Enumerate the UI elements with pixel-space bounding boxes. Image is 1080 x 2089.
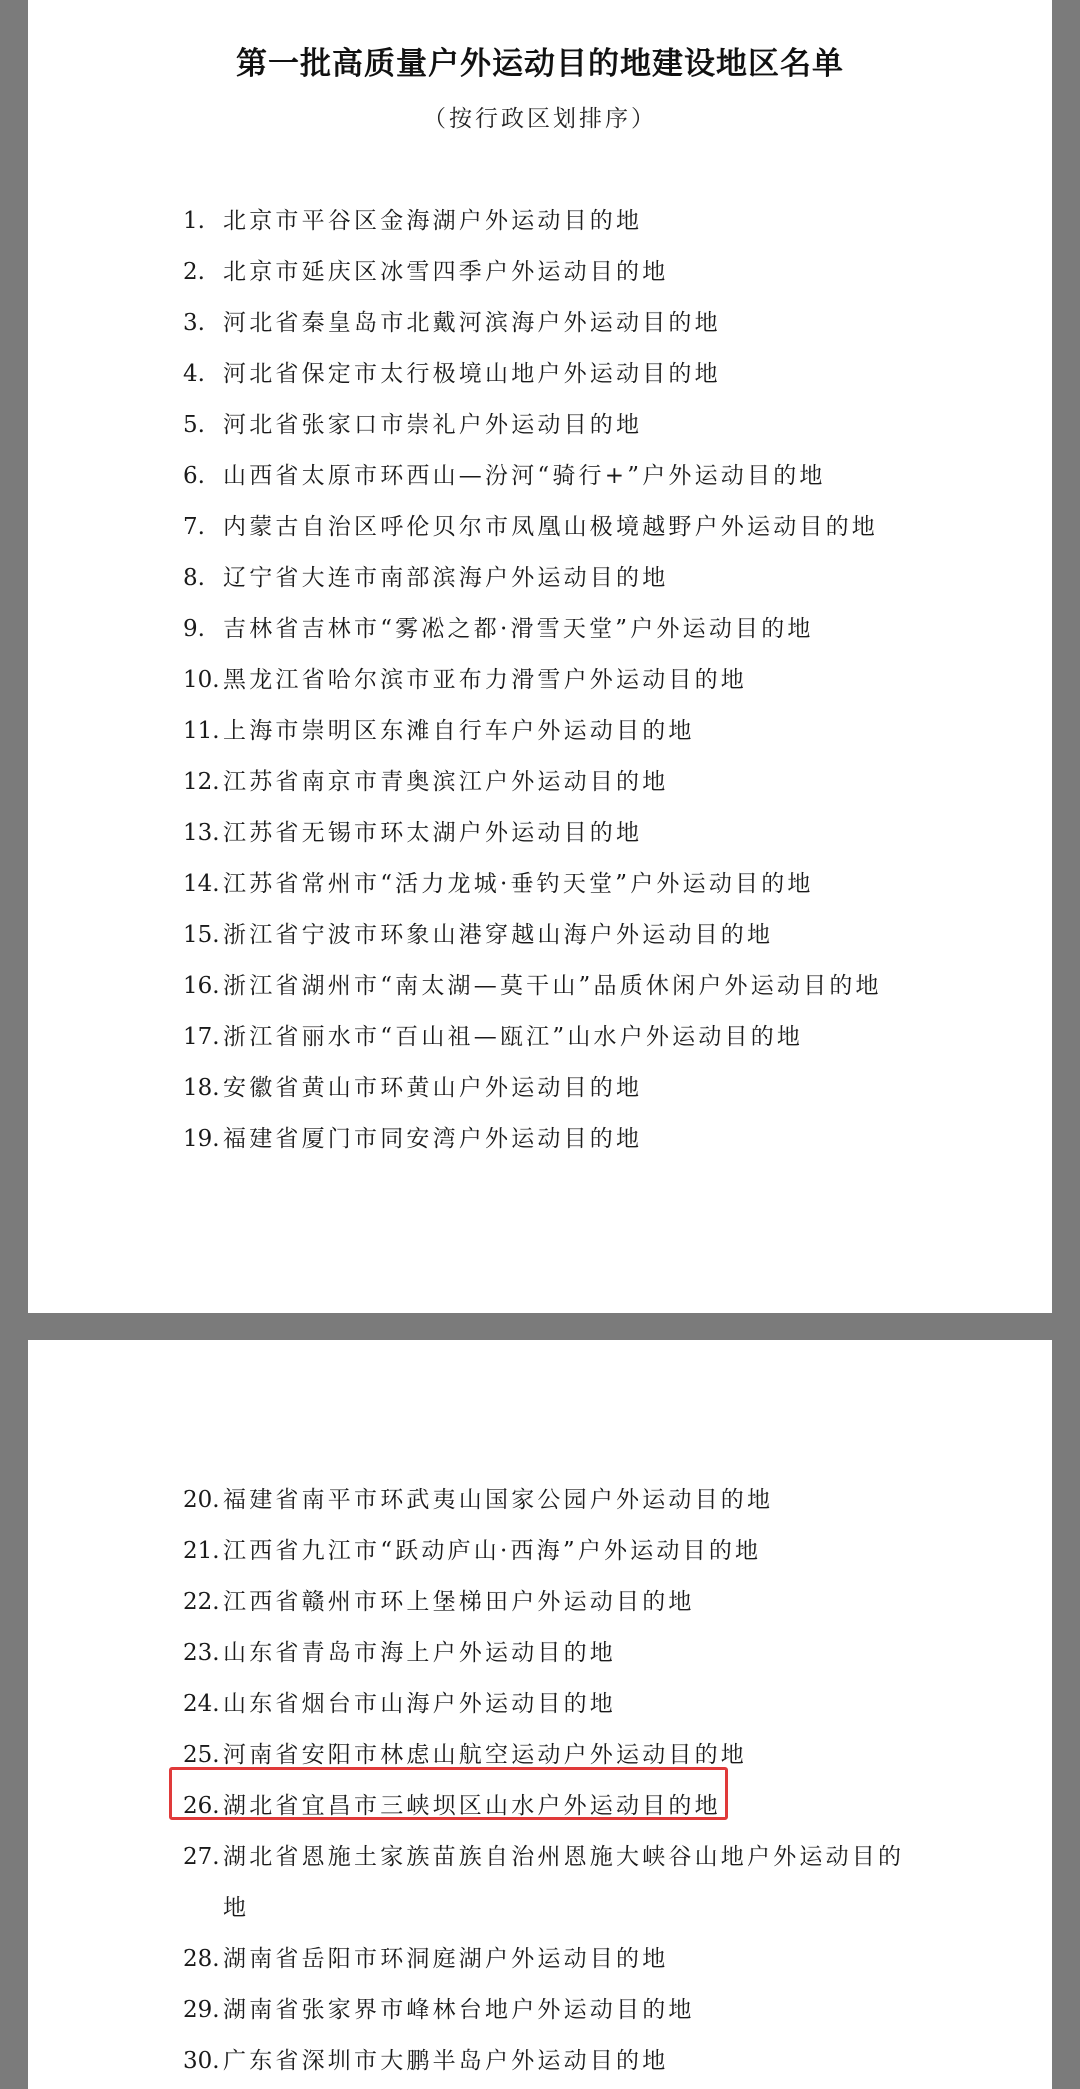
item-number: 28. <box>183 1946 220 1972</box>
item-text: 黑龙江省哈尔滨市亚布力滑雪户外运动目的地 <box>223 667 747 693</box>
item-number: 6. <box>183 463 205 489</box>
item-number: 18. <box>183 1075 220 1101</box>
list-item <box>183 808 882 859</box>
item-number: 19. <box>183 1126 220 1152</box>
list-item <box>183 1114 882 1165</box>
item-text: 福建省厦门市同安湾户外运动目的地 <box>223 1126 643 1152</box>
item-number: 14. <box>183 871 220 897</box>
item-number: 1. <box>183 208 205 234</box>
item-text: 山东省烟台市山海户外运动目的地 <box>223 1691 616 1717</box>
item-text: 浙江省湖州市“南太湖—莫干山”品质休闲户外运动目的地 <box>223 973 882 999</box>
list-item <box>183 1012 882 1063</box>
item-number: 22. <box>183 1589 220 1615</box>
item-number: 29. <box>183 1997 220 2023</box>
list-item <box>183 196 882 247</box>
list-item <box>183 502 882 553</box>
item-text: 湖北省宜昌市三峡坝区山水户外运动目的地 <box>223 1793 721 1819</box>
list-item <box>183 1526 913 1577</box>
list-item <box>183 298 882 349</box>
item-text: 山东省青岛市海上户外运动目的地 <box>223 1640 616 1666</box>
highlight-box <box>169 1767 728 1820</box>
list-item <box>183 247 882 298</box>
item-text: 湖南省张家界市峰林台地户外运动目的地 <box>223 1997 695 2023</box>
item-text: 江西省九江市“跃动庐山·西海”户外运动目的地 <box>223 1538 762 1564</box>
item-number: 10. <box>183 667 220 693</box>
item-number: 27. <box>183 1844 220 1870</box>
list-item <box>183 2036 913 2087</box>
document-page-2 <box>28 1340 1052 2089</box>
item-text: 湖北省恩施土家族苗族自治州恩施大峡谷山地户外运动目的地 <box>223 1844 905 1921</box>
item-text: 江苏省常州市“活力龙城·垂钓天堂”户外运动目的地 <box>223 871 814 897</box>
item-number: 9. <box>183 616 205 642</box>
item-number: 30. <box>183 2048 220 2074</box>
list-item <box>183 553 882 604</box>
item-text: 河北省保定市太行极境山地户外运动目的地 <box>223 361 721 387</box>
list-item <box>183 349 882 400</box>
list-item <box>183 706 882 757</box>
item-text: 浙江省宁波市环象山港穿越山海户外运动目的地 <box>223 922 774 948</box>
list-item <box>183 1628 913 1679</box>
list-item <box>183 1679 913 1730</box>
item-text: 江苏省南京市青奥滨江户外运动目的地 <box>223 769 669 795</box>
item-text: 吉林省吉林市“雾凇之都·滑雪天堂”户外运动目的地 <box>223 616 814 642</box>
item-text: 广东省深圳市大鹏半岛户外运动目的地 <box>223 2048 669 2074</box>
item-text: 北京市平谷区金海湖户外运动目的地 <box>223 208 643 234</box>
item-text: 浙江省丽水市“百山祖—瓯江”山水户外运动目的地 <box>223 1024 804 1050</box>
item-text: 江苏省无锡市环太湖户外运动目的地 <box>223 820 643 846</box>
item-number: 8. <box>183 565 205 591</box>
document-title: 第一批高质量户外运动目的地建设地区名单 <box>236 46 844 82</box>
item-text: 江西省赣州市环上堡梯田户外运动目的地 <box>223 1589 695 1615</box>
document-page-1 <box>28 0 1052 1313</box>
list-item <box>183 400 882 451</box>
item-number: 7. <box>183 514 205 540</box>
item-number: 25. <box>183 1742 220 1768</box>
list-item <box>183 1985 913 2036</box>
item-number: 26. <box>183 1793 220 1819</box>
item-number: 21. <box>183 1538 220 1564</box>
list-item <box>183 655 882 706</box>
item-text: 北京市延庆区冰雪四季户外运动目的地 <box>223 259 669 285</box>
list-item <box>183 451 882 502</box>
item-text: 上海市崇明区东滩自行车户外运动目的地 <box>223 718 695 744</box>
item-number: 20. <box>183 1487 220 1513</box>
list-item <box>183 961 882 1012</box>
item-number: 13. <box>183 820 220 846</box>
item-text: 河北省张家口市崇礼户外运动目的地 <box>223 412 643 438</box>
item-text: 安徽省黄山市环黄山户外运动目的地 <box>223 1075 643 1101</box>
item-text: 内蒙古自治区呼伦贝尔市凤凰山极境越野户外运动目的地 <box>223 514 878 540</box>
list-item <box>183 1063 882 1114</box>
item-text: 福建省南平市环武夷山国家公园户外运动目的地 <box>223 1487 774 1513</box>
list-item <box>183 1934 913 1985</box>
item-text: 辽宁省大连市南部滨海户外运动目的地 <box>223 565 669 591</box>
item-number: 16. <box>183 973 220 999</box>
item-number: 4. <box>183 361 205 387</box>
item-number: 2. <box>183 259 205 285</box>
item-number: 5. <box>183 412 205 438</box>
list-item <box>183 910 882 961</box>
list-item <box>183 1577 913 1628</box>
item-text: 山西省太原市环西山—汾河“骑行+”户外运动目的地 <box>223 463 826 489</box>
document-subtitle: （按行政区划排序） <box>423 106 657 132</box>
list-item <box>183 1832 913 1934</box>
item-number: 24. <box>183 1691 220 1717</box>
list-item <box>183 757 882 808</box>
item-text: 河南省安阳市林虑山航空运动户外运动目的地 <box>223 1742 747 1768</box>
item-text: 河北省秦皇岛市北戴河滨海户外运动目的地 <box>223 310 721 336</box>
list-item <box>183 604 882 655</box>
item-number: 12. <box>183 769 220 795</box>
item-number: 11. <box>183 718 220 744</box>
destination-list-page-1 <box>183 196 882 1165</box>
list-item <box>183 859 882 910</box>
item-text: 湖南省岳阳市环洞庭湖户外运动目的地 <box>223 1946 669 1972</box>
item-number: 23. <box>183 1640 220 1666</box>
list-item <box>183 1475 913 1526</box>
item-number: 3. <box>183 310 205 336</box>
item-number: 17. <box>183 1024 220 1050</box>
item-number: 15. <box>183 922 220 948</box>
